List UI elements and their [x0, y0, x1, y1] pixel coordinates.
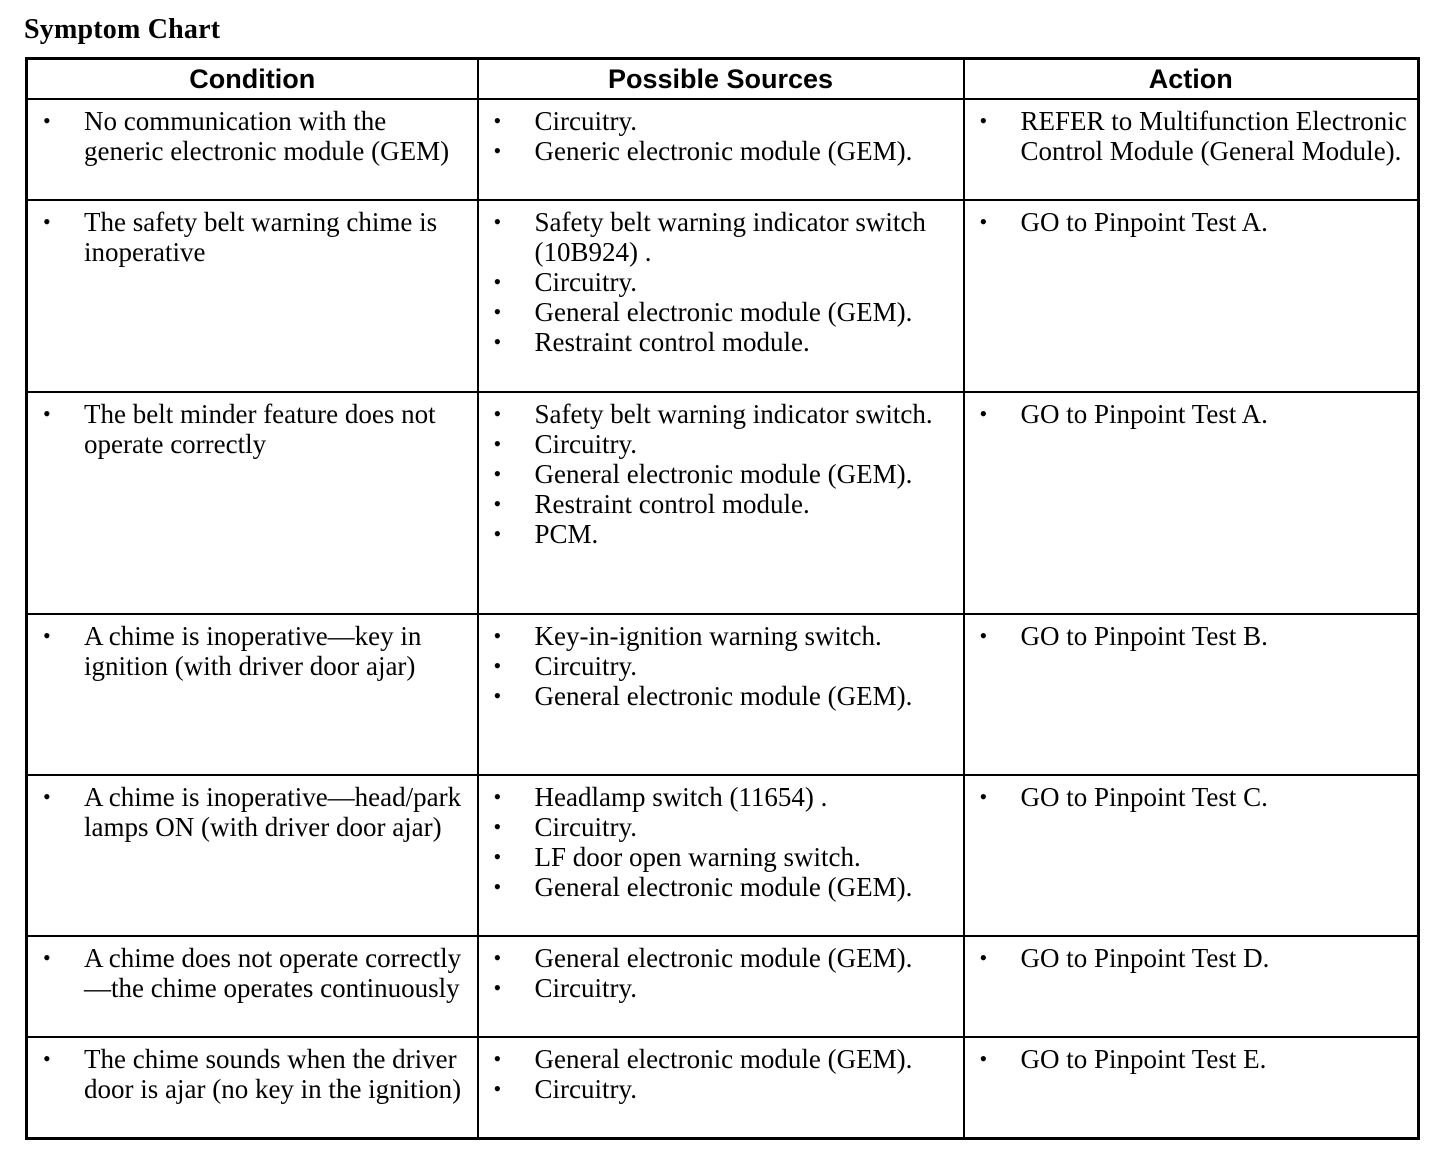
condition-text: • A chime does not operate correctly—the chime operates continuously: [38, 943, 469, 1003]
sources-cell: [478, 775, 964, 936]
condition-cell: [27, 775, 478, 936]
table-row: [27, 392, 1419, 614]
source-item: • Circuitry.: [489, 1074, 955, 1104]
condition-cell: [27, 936, 478, 1037]
action-cell: [964, 936, 1419, 1037]
action-text: • REFER to Multifunction Electronic Control Module (General Module).: [975, 106, 1410, 166]
table-row: [27, 1037, 1419, 1138]
action-text: • GO to Pinpoint Test B.: [975, 621, 1410, 651]
column-header-action: Action: [964, 59, 1419, 100]
table-row: [27, 200, 1419, 392]
source-item: • Restraint control module.: [489, 327, 955, 357]
condition-cell: [27, 200, 478, 392]
source-item: • Generic electronic module (GEM).: [489, 136, 955, 166]
action-cell: [964, 99, 1419, 200]
condition-text: • A chime is inoperative—key in ignition (with driver door ajar): [38, 621, 469, 681]
condition-cell: [27, 392, 478, 614]
condition-text: • No communication with the generic electronic module (GEM): [38, 106, 469, 166]
sources-cell: [478, 200, 964, 392]
source-item: • General electronic module (GEM).: [489, 872, 955, 902]
action-text: • GO to Pinpoint Test D.: [975, 943, 1410, 973]
condition-text: • The safety belt warning chime is inoperative: [38, 207, 469, 267]
table-row: [27, 775, 1419, 936]
action-text: • GO to Pinpoint Test A.: [975, 399, 1410, 429]
action-cell: [964, 1037, 1419, 1138]
source-item: • General electronic module (GEM).: [489, 459, 955, 489]
header-row: [27, 59, 1419, 100]
action-text: • GO to Pinpoint Test A.: [975, 207, 1410, 237]
action-cell: [964, 614, 1419, 775]
sources-cell: [478, 1037, 964, 1138]
source-item: • Key-in-ignition warning switch.: [489, 621, 955, 651]
page-title: Symptom Chart: [24, 14, 221, 45]
source-item: • General electronic module (GEM).: [489, 297, 955, 327]
source-item: • Headlamp switch (11654) .: [489, 782, 955, 812]
action-cell: [964, 775, 1419, 936]
sources-cell: [478, 392, 964, 614]
condition-text: • The chime sounds when the driver door is ajar (no key in the ignition): [38, 1044, 469, 1104]
sources-cell: [478, 614, 964, 775]
source-item: • General electronic module (GEM).: [489, 681, 955, 711]
sources-cell: [478, 99, 964, 200]
source-item: • PCM.: [489, 519, 955, 549]
action-cell: [964, 200, 1419, 392]
source-item: • Circuitry.: [489, 429, 955, 459]
table-row: [27, 614, 1419, 775]
column-header-condition: Condition: [27, 59, 478, 100]
condition-text: • A chime is inoperative—head/park lamps ON (with driver door ajar): [38, 782, 469, 842]
symptom-table: [25, 57, 1420, 1140]
column-header-possible-sources: Possible Sources: [478, 59, 964, 100]
condition-cell: [27, 1037, 478, 1138]
source-item: • Circuitry.: [489, 973, 955, 1003]
source-item: • Circuitry.: [489, 812, 955, 842]
table-row: [27, 99, 1419, 200]
source-item: • Circuitry.: [489, 651, 955, 681]
source-item: • Circuitry.: [489, 267, 955, 297]
action-cell: [964, 392, 1419, 614]
source-item: • General electronic module (GEM).: [489, 943, 955, 973]
table-row: [27, 936, 1419, 1037]
action-text: • GO to Pinpoint Test C.: [975, 782, 1410, 812]
condition-cell: [27, 614, 478, 775]
condition-text: • The belt minder feature does not operate correctly: [38, 399, 469, 459]
source-item: • LF door open warning switch.: [489, 842, 955, 872]
sources-cell: [478, 936, 964, 1037]
action-text: • GO to Pinpoint Test E.: [975, 1044, 1410, 1074]
source-item: • Restraint control module.: [489, 489, 955, 519]
source-item: • Safety belt warning indicator switch.: [489, 399, 955, 429]
source-item: • Safety belt warning indicator switch (10B924) .: [489, 207, 955, 267]
condition-cell: [27, 99, 478, 200]
source-item: • General electronic module (GEM).: [489, 1044, 955, 1074]
source-item: • Circuitry.: [489, 106, 955, 136]
